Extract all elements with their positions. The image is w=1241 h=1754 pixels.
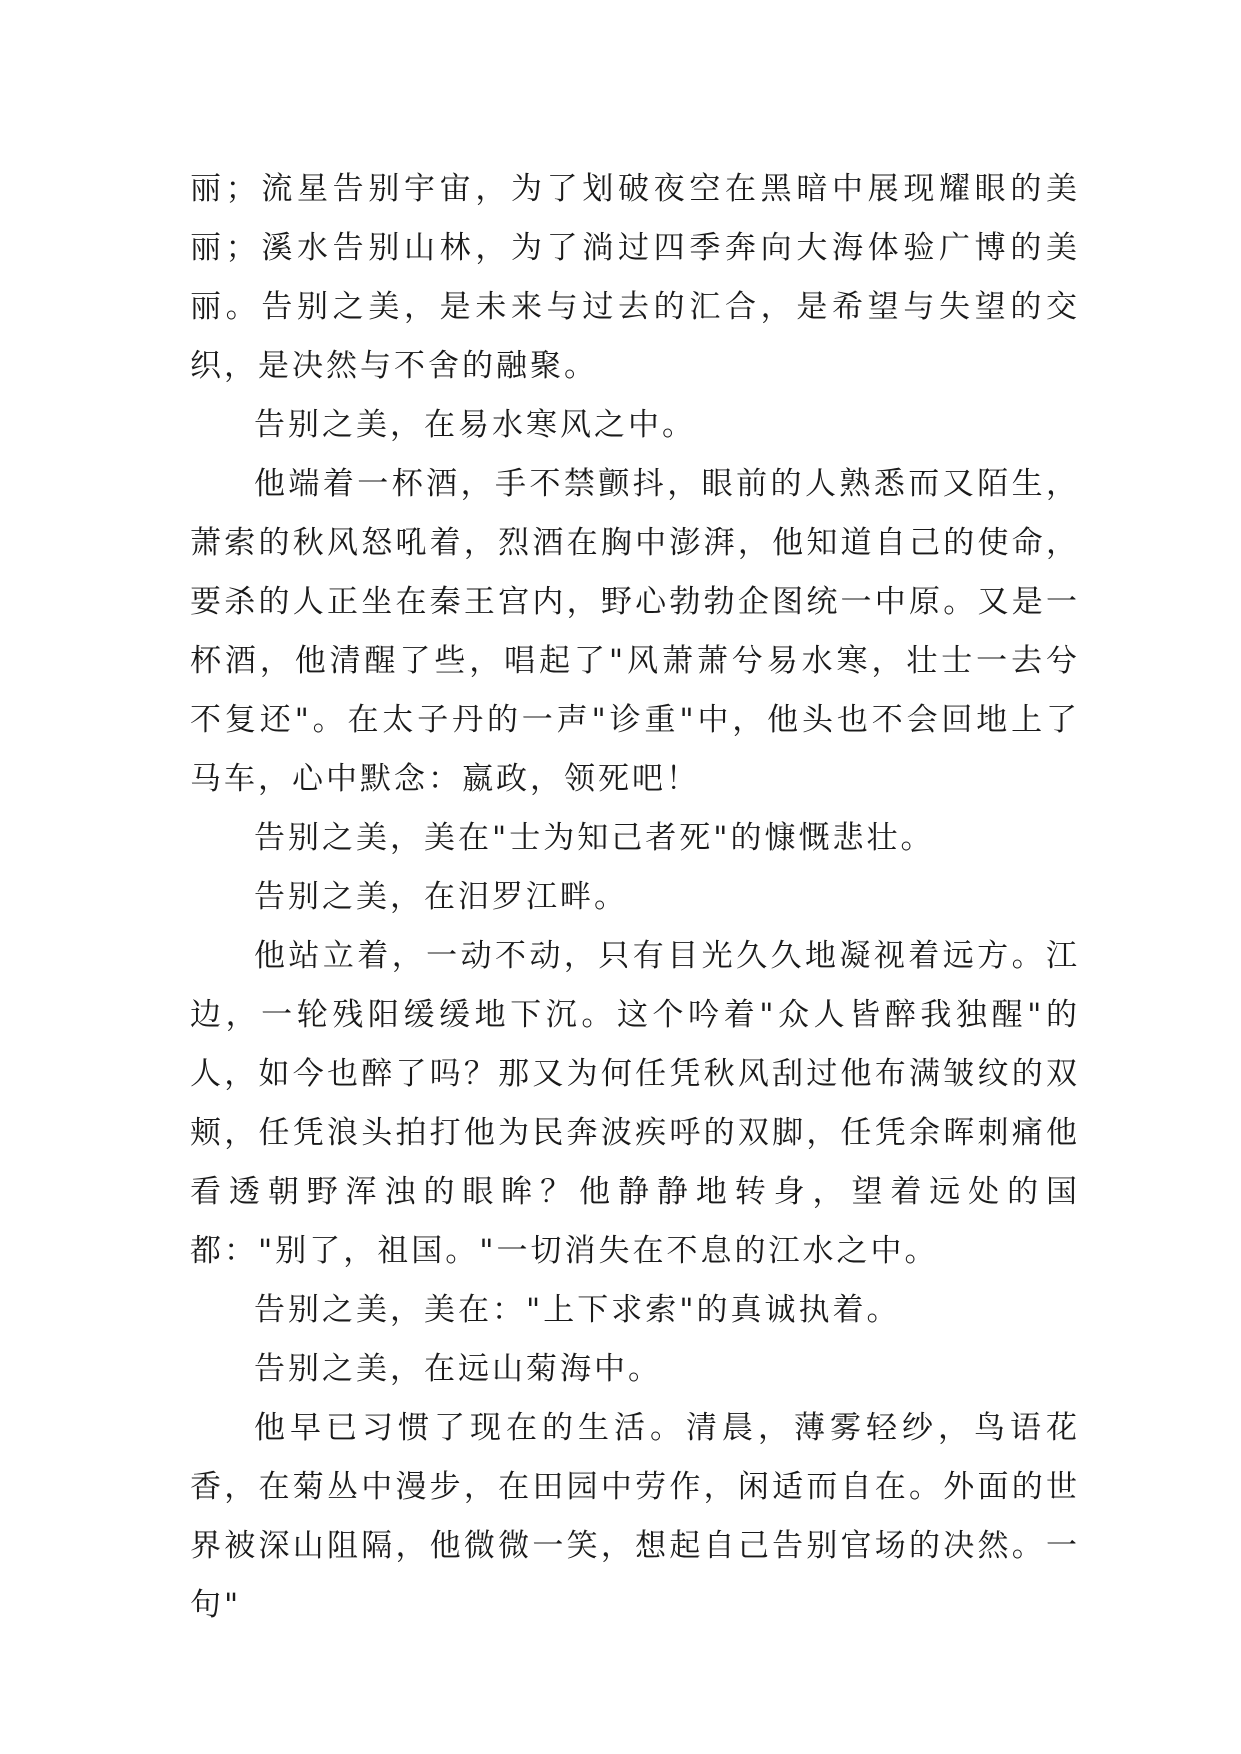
paragraph-3: 他端着一杯酒，手不禁颤抖，眼前的人熟悉而又陌生，萧索的秋风怒吼着，烈酒在胸中澎湃，他知道自己的使命，要杀的人正坐在秦王宫内，野心勃勃企图统一中原。又是一杯酒，他清醒了些，唱起了"风萧萧兮易水寒，壮士一去兮不复还"。在太子丹的一声"诊重"中，他头也不会回地上了马车，心中默念：嬴政，领死吧！ — [190, 466, 1080, 797]
paragraph-5: 告别之美，在汨罗江畔。 — [254, 879, 628, 915]
paragraph-6: 他站立着，一动不动，只有目光久久地凝视着远方。江边，一轮残阳缓缓地下沉。这个吟着"众人皆醉我独醒"的人，如今也醉了吗？那又为何任凭秋风刮过他布满皱纹的双颊，任凭浪头拍打他为民奔波疾呼的双脚，任凭余晖刺痛他看透朝野浑浊的眼眸？他静静地转身，望着远处的国都："别了，祖国。"一切消失在不息的江水之中。 — [190, 938, 1080, 1269]
body-text — [190, 160, 1080, 1635]
paragraph-2: 告别之美，在易水寒风之中。 — [254, 407, 696, 443]
paragraph-4: 告别之美，美在"士为知己者死"的慷慨悲壮。 — [254, 820, 935, 856]
paragraph-7: 告别之美，美在："上下求索"的真诚执着。 — [254, 1292, 901, 1328]
paragraph-8: 告别之美，在远山菊海中。 — [254, 1351, 662, 1387]
paragraph-1: 丽；流星告别宇宙，为了划破夜空在黑暗中展现耀眼的美丽；溪水告别山林，为了淌过四季奔向大海体验广博的美丽。告别之美，是未来与过去的汇合，是希望与失望的交织，是决然与不舍的融聚。 — [190, 171, 1080, 384]
paragraph-9: 他早已习惯了现在的生活。清晨，薄雾轻纱，鸟语花香，在菊丛中漫步，在田园中劳作，闲适而自在。外面的世界被深山阻隔，他微微一笑，想起自己告别官场的决然。一句" — [190, 1410, 1080, 1623]
